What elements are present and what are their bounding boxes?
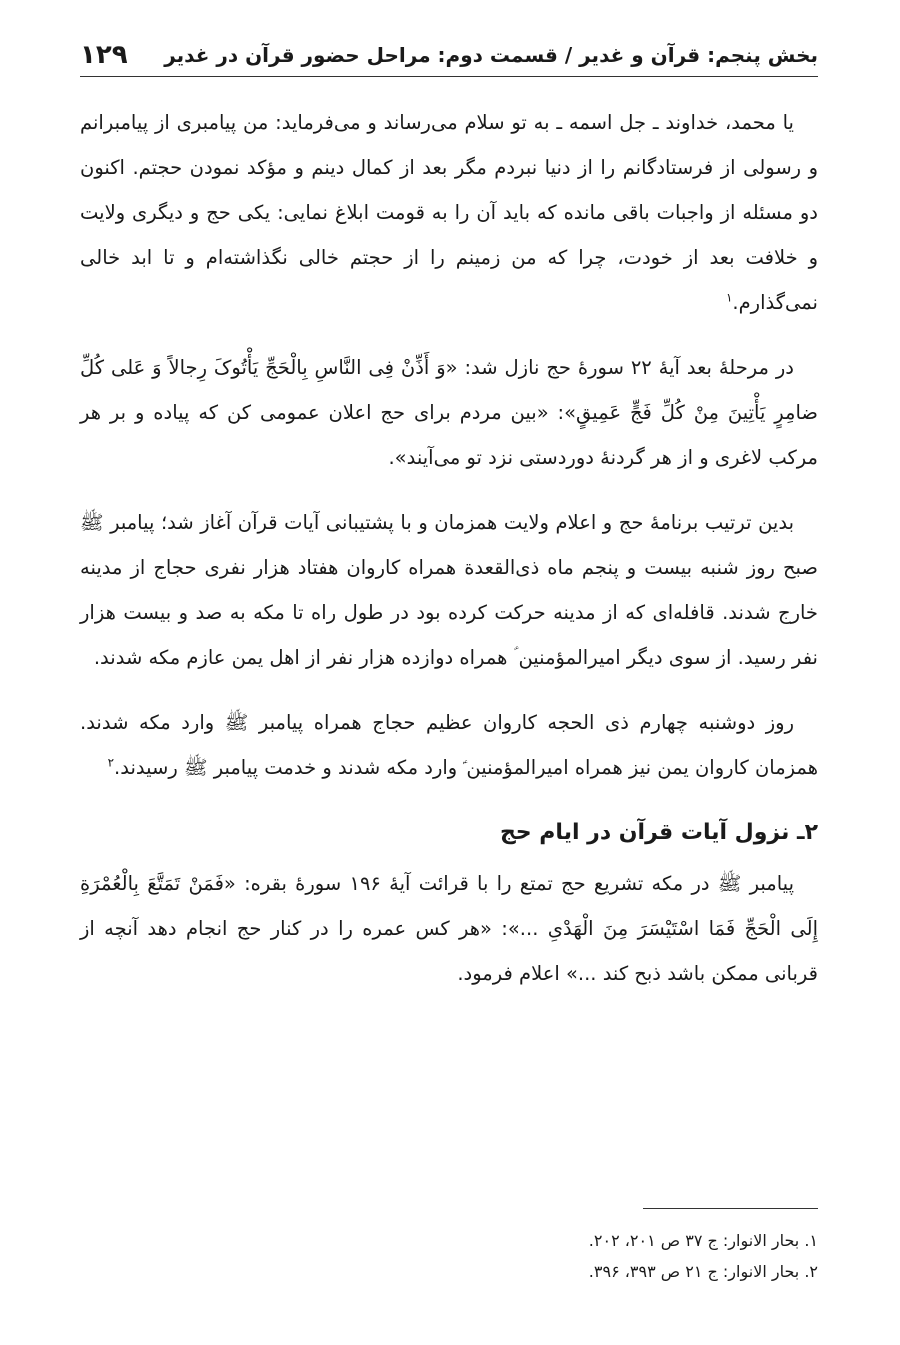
section-heading: ۲ـ نزول آیات قرآن در ایام حج bbox=[499, 820, 818, 845]
footnote-divider bbox=[643, 1208, 818, 1209]
footnote-marker: ۲ bbox=[107, 755, 115, 770]
running-head: بخش پنجم: قرآن و غدیر / قسمت دوم: مراحل حضور قرآن در غدیر bbox=[164, 43, 818, 67]
paragraph bbox=[80, 700, 818, 790]
paragraph-text: روز دوشنبه چهارم ذی الحجه کاروان عظیم حجاج همراه پیامبر ﷺ وارد مکه شدند. همزمان کاروان یمن نیز همراه امیرالمؤمنین ؑ وارد مکه شدند و خدمت پیامبر ﷺ رسیدند. bbox=[80, 711, 818, 779]
footnote-marker: ۱ bbox=[725, 290, 733, 305]
paragraph bbox=[80, 500, 818, 680]
footnotes bbox=[80, 1225, 818, 1287]
paragraph-text: پیامبر ﷺ در مکه تشریع حج تمتع را با قرائت آیهٔ ۱۹۶ سورهٔ بقره: «فَمَنْ تَمَتَّعَ بِالْعُمْرَةِ إِلَی الْحَجِّ فَمَا اسْتَیْسَرَ مِنَ الْهَدْیِ ...»: «هر کس عمره را در کنار حج انجام دهد آنچه از قربانی ممکن باشد ذبح کند ...» اعلام فرمود. bbox=[80, 872, 818, 985]
paragraph-text: بدین ترتیب برنامهٔ حج و اعلام ولایت همزمان و با پشتیبانی آیات قرآن آغاز شد؛ پیامبر ﷺ صبح روز شنبه بیست و پنجم ماه ذی‌القعدة همراه کاروان هفتاد هزار نفری حجاج از مدینه خارج شدند. قافله‌ای که از مدینه حرکت کرده بود در طول راه تا مکه به صد و بیست هزار نفر رسید. از سوی دیگر امیرالمؤمنین ؑ همراه دوازده هزار نفر از اهل یمن عازم مکه شدند. bbox=[80, 511, 818, 669]
page-number: ۱۲۹ bbox=[80, 40, 128, 70]
footnote: ۲. بحار الانوار: ج ۲۱ ص ۳۹۳، ۳۹۶. bbox=[588, 1262, 818, 1281]
paragraph bbox=[80, 861, 818, 996]
paragraph bbox=[80, 100, 818, 325]
paragraph bbox=[80, 345, 818, 480]
page-header bbox=[80, 34, 818, 77]
footnote: ۱. بحار الانوار: ج ۳۷ ص ۲۰۱، ۲۰۲. bbox=[588, 1231, 818, 1250]
page-body bbox=[80, 100, 818, 1016]
paragraph-text: در مرحلهٔ بعد آیهٔ ۲۲ سورهٔ حج نازل شد: «وَ أَذِّنْ فِی النَّاسِ بِالْحَجِّ یَأْتُوکَ رِجالاً وَ عَلی کُلِّ ضامِرٍ یَأْتِینَ مِنْ کُلِّ فَجٍّ عَمِیقٍ»: «بین مردم برای حج اعلان عمومی کن که پیاده و بر هر مرکب لاغری و از هر گردنهٔ دوردستی نزد تو می‌آیند». bbox=[80, 356, 818, 469]
paragraph-text: یا محمد، خداوند ـ جل اسمه ـ به تو سلام می‌رساند و می‌فرماید: من پیامبری از پیامبرانم و رسولی از فرستادگانم را از دنیا نبردم مگر بعد از کمال دینم و مؤکد نمودن حجتم. اکنون دو مسئله از واجبات باقی مانده که باید آن را به قومت ابلاغ نمایی: یکی حج و دیگری ولایت و خلافت بعد از خودت، چرا که من زمینم را از حجتم خالی نگذاشته‌ام و تا ابد خالی نمی‌گذارم. bbox=[80, 111, 818, 314]
